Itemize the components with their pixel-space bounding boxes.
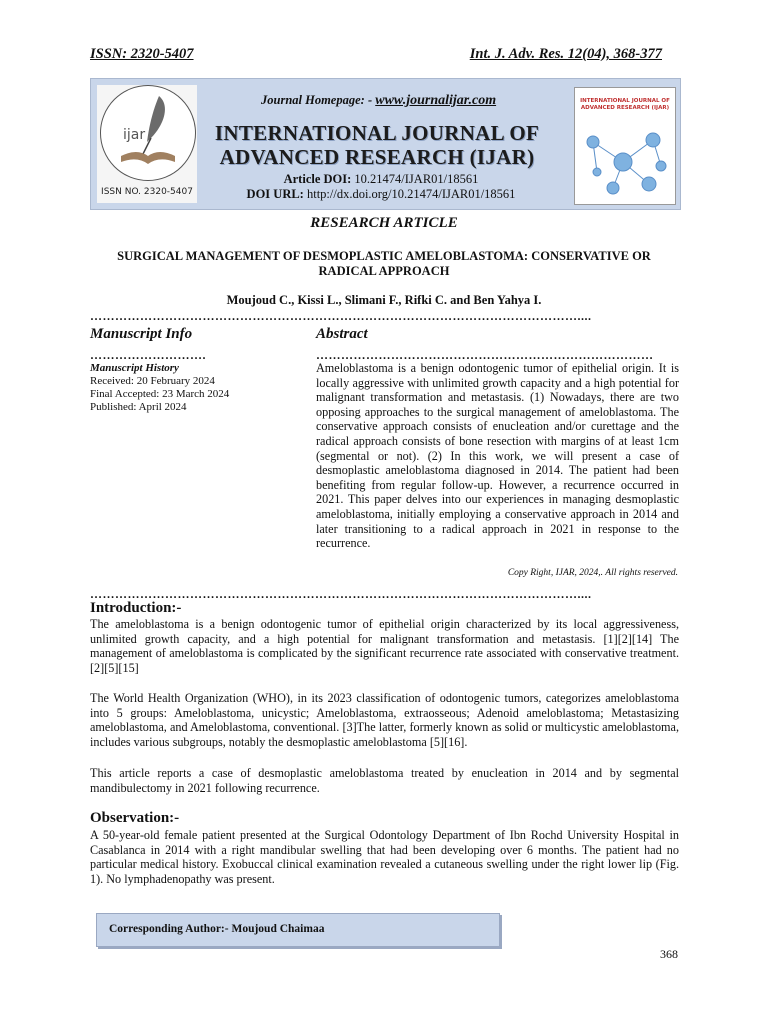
received-date: Received: 20 February 2024 — [90, 375, 215, 387]
journal-logo — [97, 85, 197, 203]
corresponding-author: Corresponding Author:- Moujoud Chaimaa — [109, 923, 325, 935]
observation-heading: Observation:- — [90, 810, 180, 826]
citation-header: Int. J. Adv. Res. 12(04), 368-377 — [469, 46, 662, 62]
journal-title — [207, 121, 547, 169]
divider-top: ……………………………………………………………………………………………………….... — [90, 310, 592, 322]
doi-block — [211, 172, 551, 202]
introduction-paragraph-2: The World Health Organization (WHO), in its 2023 classification of odontogenic tumors, categorizes ameloblastoma into 5 groups: Ameloblastoma, unicystic; Ameloblastoma, extraosseous; Adenoid ameloblastoma; Metastasizing ameloblastoma, and Ameloblastoma, conventional. [3]The latter, formerly known as solid or multicystic ameloblastoma, includes various subgroups, notably the desmoplastic ameloblastoma [5][16]. — [90, 691, 679, 749]
journal-title-line2: ADVANCED RESEARCH (IJAR) — [219, 145, 535, 169]
issn-header: ISSN: 2320-5407 — [90, 46, 194, 62]
history-heading: Manuscript History — [90, 362, 179, 374]
published-date: Published: April 2024 — [90, 401, 187, 413]
divider-bottom: ……………………………………………………………………………………………………….... — [90, 588, 592, 600]
cover-title: INTERNATIONAL JOURNAL OF ADVANCED RESEARCH (IJAR) — [580, 98, 670, 111]
introduction-paragraph-1: The ameloblastoma is a benign odontogenic tumor of epithelial origin characterized by its local aggressiveness, unlimited growth capacity, and a high potential for malignant transformation and metastasis. [1][2][14] The management of ameloblastoma is complicated by the significant recurrence rate associated with conservative treatment.[2][5][15] — [90, 617, 679, 675]
copyright-notice: Copy Right, IJAR, 2024,. All rights reserved. — [507, 568, 678, 578]
observation-paragraph-1: A 50-year-old female patient presented at the Surgical Odontology Department of Ibn Rochd University Hospital in Casablanca in 2014 with a right mandibular swelling that had been developing over 6 months. The patient had no particular medical history. Exobuccal clinical examination revealed a cutaneous swelling under the right lower lip (Fig. 1). No lymphadenopathy was present. — [90, 828, 679, 886]
article-doi-label: Article DOI: — [283, 172, 352, 186]
article-title: SURGICAL MANAGEMENT OF DESMOPLASTIC AMELOBLASTOMA: CONSERVATIVE OR RADICAL APPROACH — [117, 249, 651, 278]
molecule-icon — [583, 122, 667, 200]
homepage-link[interactable]: www.journalijar.com — [375, 93, 497, 108]
manuscript-history — [90, 362, 229, 414]
journal-homepage — [261, 93, 496, 109]
journal-title-line1: INTERNATIONAL JOURNAL OF — [214, 121, 540, 145]
doi-url-label: DOI URL: — [246, 187, 304, 201]
article-doi — [211, 172, 551, 187]
accepted-date: Final Accepted: 23 March 2024 — [90, 388, 230, 400]
manuscript-divider: ………………………. — [90, 348, 206, 362]
corresponding-author-box — [96, 913, 500, 947]
quill-book-icon — [101, 86, 195, 180]
logo-issn: ISSN NO. 2320-5407 — [101, 187, 193, 197]
article-doi-value: 10.21474/IJAR01/18561 — [354, 172, 479, 186]
page-number: 368 — [660, 947, 678, 961]
article-authors: Moujoud C., Kissi L., Slimani F., Rifki C. and Ben Yahya I. — [226, 293, 542, 307]
abstract-text: Ameloblastoma is a benign odontogenic tumor of epithelial origin. It is locally aggressive with unlimited growth capacity and a high potential for malignant transformation and metastasis. (1) Nowadays, there are two opposing approaches to the surgical management of ameloblastoma. The conservative approach consists of enucleation and/or curettage and the radical approach consists of bone resection with margins of at least 1cm (segmental or not). (2) In this work, we will present a case of desmoplastic ameloblastoma diagnosed in 2014. The patient had been benefiting from regular follow-up. However, a recurrence occurred in 2021. This paper delves into our experiences in managing desmoplastic ameloblastoma, initially employing a conservative approach in 2014 and later transitioning to a radical approach in 2021 in response to the recurrence. — [316, 361, 679, 551]
logo-text: ijar — [123, 127, 146, 143]
journal-cover-image — [574, 87, 676, 205]
introduction-paragraph-3: This article reports a case of desmoplastic ameloblastoma treated by enucleation in 2014 and by segmental mandibulectomy in 2021 following recurrence. — [90, 766, 679, 795]
manuscript-info-heading: Manuscript Info — [90, 326, 193, 342]
introduction-heading: Introduction:- — [90, 600, 182, 616]
doi-url-link[interactable]: http://dx.doi.org/10.21474/IJAR01/18561 — [306, 187, 516, 201]
homepage-label: Journal Homepage: - — [261, 93, 376, 107]
doi-url — [211, 187, 551, 202]
abstract-heading: Abstract — [316, 326, 368, 342]
journal-banner — [90, 78, 681, 210]
logo-circle — [100, 85, 196, 181]
article-type: RESEARCH ARTICLE — [310, 215, 458, 231]
abstract-divider: ……………………………………………………………………… — [316, 348, 654, 362]
